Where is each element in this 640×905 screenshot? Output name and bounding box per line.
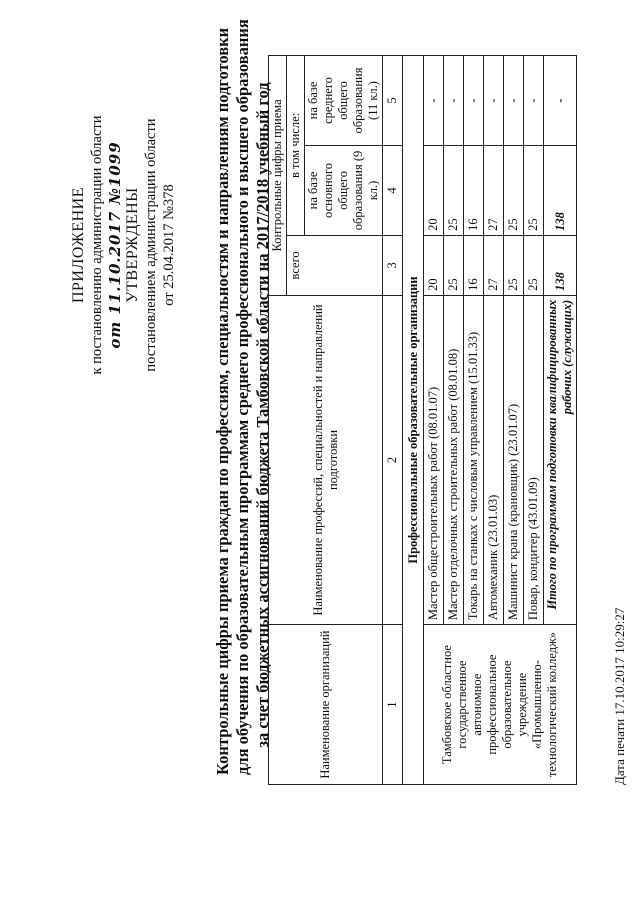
header-basic-education: на базе основного общего образования (9 кл.) xyxy=(305,145,383,235)
secondary-value: - xyxy=(464,56,484,146)
title-line-2: для обучения по образовательным программам среднего профессионального и высшего образования xyxy=(233,19,252,775)
header-including: в том числе: xyxy=(287,56,305,236)
secondary-value: - xyxy=(444,56,464,146)
total-value: 16 xyxy=(464,235,484,295)
column-number: 3 xyxy=(383,235,403,295)
header-profession: Наименование профессий, специальностей и направлений подготовки xyxy=(269,295,383,624)
approved-label: УТВЕРЖДЕНЫ xyxy=(124,187,141,303)
total-value: 25 xyxy=(504,235,524,295)
column-number: 4 xyxy=(383,145,403,235)
table-header-row xyxy=(269,56,287,785)
section-row xyxy=(403,56,424,785)
total-value: 27 xyxy=(484,235,504,295)
profession-name: Повар, кондитер (43.01.09) xyxy=(524,295,544,624)
secondary-value: - xyxy=(524,56,544,146)
profession-name: Токарь на станках с числовым управлением (15.01.33) xyxy=(464,295,484,624)
organization-name: Тамбовское областное государственное автономное профессиональное образовательное учреждение «Промышленно-технологический колледж» xyxy=(424,625,577,785)
total-value: 25 xyxy=(444,235,464,295)
column-number: 2 xyxy=(383,295,403,624)
total-label: Итого по программам подготовки квалифицированных рабочих (служащих) xyxy=(544,295,577,624)
secondary-value: - xyxy=(424,56,444,146)
total-secondary: - xyxy=(544,56,577,146)
secondary-value: - xyxy=(504,56,524,146)
basic-value: 25 xyxy=(504,145,524,235)
total-value: 25 xyxy=(524,235,544,295)
handwritten-date: от 11.10.2017 №1099 xyxy=(106,141,124,349)
header-total: всего xyxy=(287,235,383,295)
basic-value: 25 xyxy=(444,145,464,235)
column-number-row xyxy=(383,56,403,785)
document-title xyxy=(213,19,273,775)
total-sum: 138 xyxy=(544,235,577,295)
header-control-figures: Контрольные цифры приема xyxy=(269,56,287,296)
appendix-label: ПРИЛОЖЕНИЕ xyxy=(70,187,87,304)
header-secondary-education: на базе среднего общего образования (11 кл.) xyxy=(305,56,383,146)
approved-date: от 25.04.2017 №378 xyxy=(161,184,177,306)
title-line-1: Контрольные цифры приема граждан по профессиям, специальностям и направлениям подготовки xyxy=(213,27,232,775)
admission-table xyxy=(268,55,577,785)
column-number: 1 xyxy=(383,625,403,785)
approved-by: постановлением администрации области xyxy=(143,118,159,372)
print-date: Дата печати 17.10.2017 10:29:27 xyxy=(612,607,627,785)
section-title: Профессиональные образовательные организации xyxy=(403,56,424,785)
table-row xyxy=(424,56,444,785)
total-basic: 138 xyxy=(544,145,577,235)
profession-name: Мастер отделочных строительных работ (08.01.08) xyxy=(444,295,464,624)
header-organization: Наименование организаций xyxy=(269,625,383,785)
secondary-value: - xyxy=(484,56,504,146)
resolution-reference: к постановлению администрации области xyxy=(89,115,105,375)
total-value: 20 xyxy=(424,235,444,295)
basic-value: 16 xyxy=(464,145,484,235)
approval-header xyxy=(70,55,178,435)
title-line-3: за счет бюджетных ассигнований бюджета Тамбовской области на 2017/2018 учебный год xyxy=(253,82,272,748)
profession-name: Автомеханик (23.01.03) xyxy=(484,295,504,624)
basic-value: 27 xyxy=(484,145,504,235)
basic-value: 20 xyxy=(424,145,444,235)
profession-name: Мастер общестроительных работ (08.01.07) xyxy=(424,295,444,624)
basic-value: 25 xyxy=(524,145,544,235)
column-number: 5 xyxy=(383,56,403,146)
profession-name: Машинист крана (крановщик) (23.01.07) xyxy=(504,295,524,624)
